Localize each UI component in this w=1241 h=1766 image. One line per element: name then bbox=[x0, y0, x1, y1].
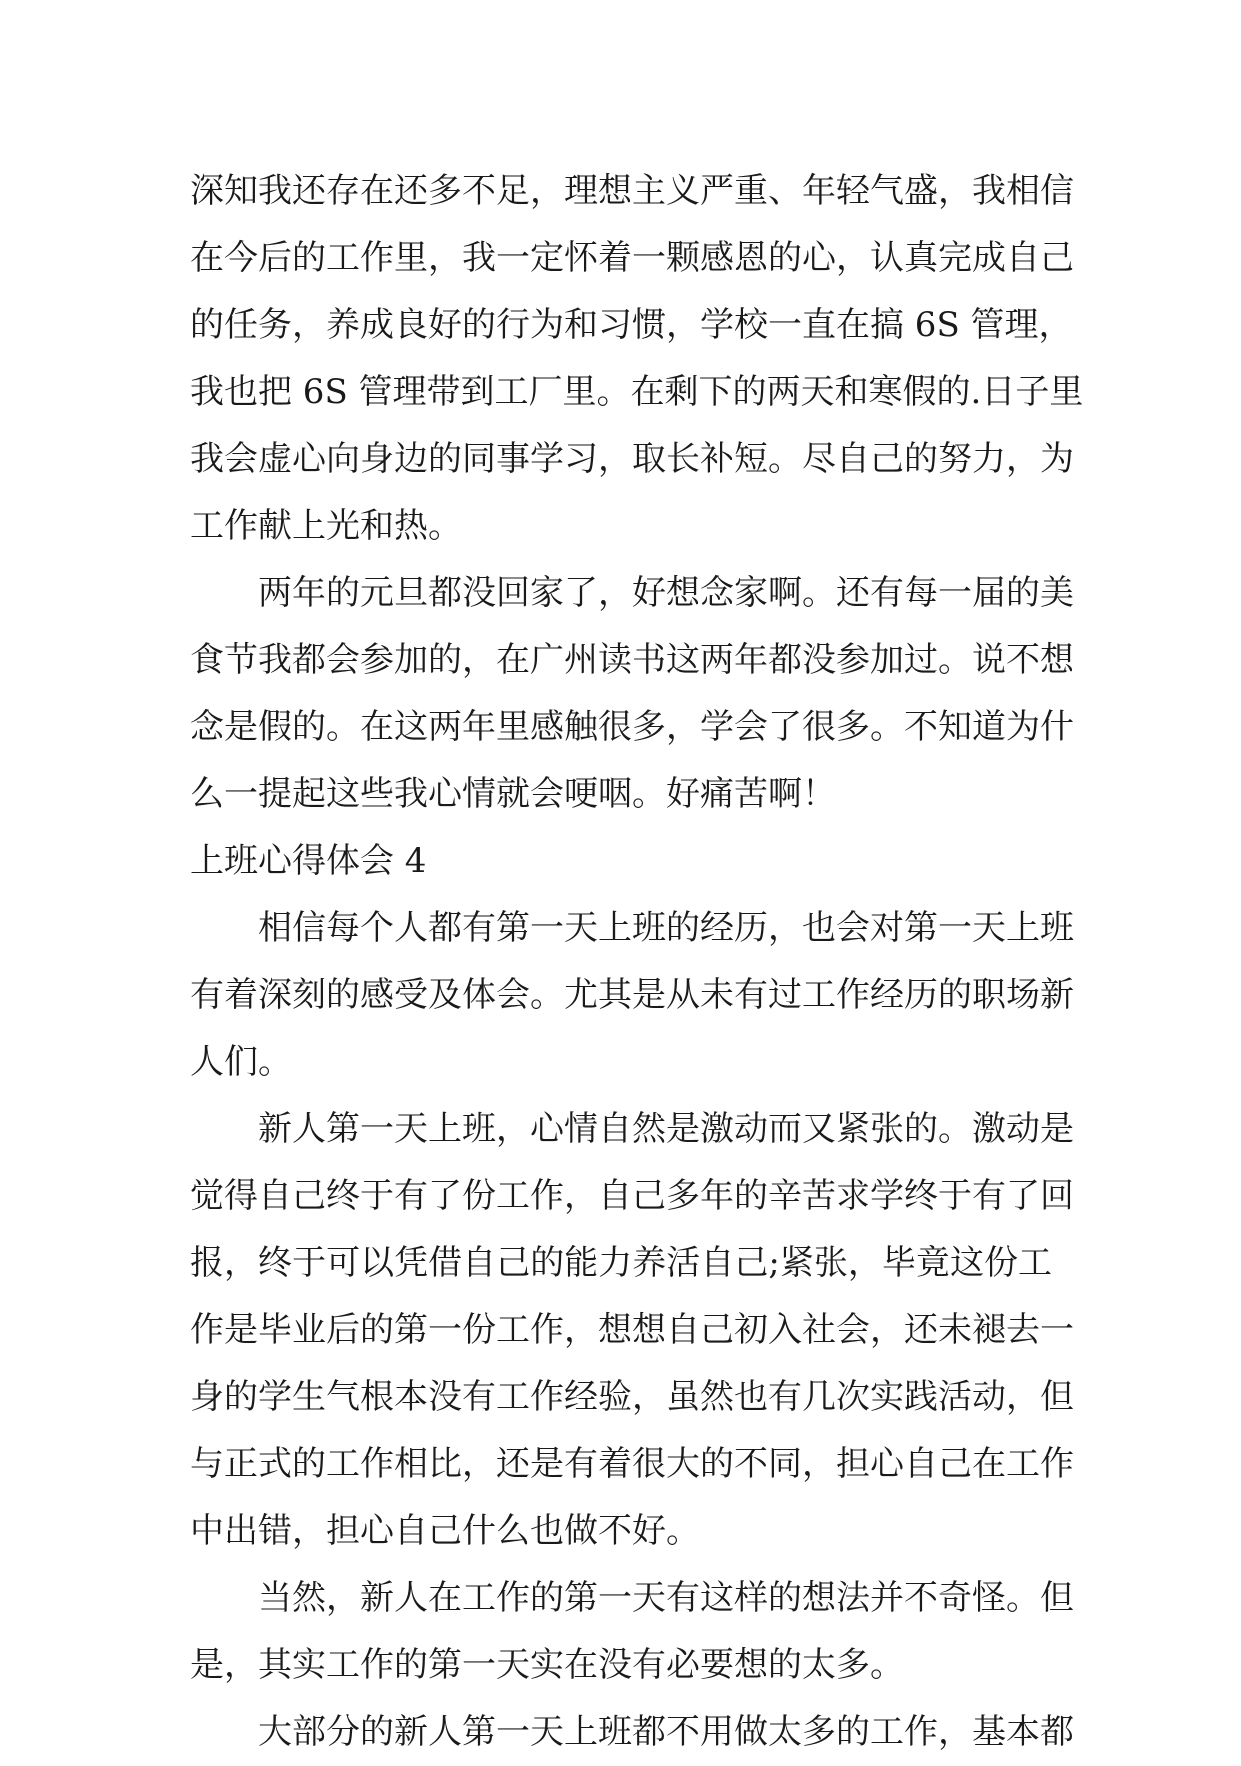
text-line: 相信每个人都有第一天上班的经历，也会对第一天上班 bbox=[258, 908, 1074, 948]
text-line: 觉得自己终于有了份工作，自己多年的辛苦求学终于有了回 bbox=[190, 1176, 1074, 1216]
section-heading: 上班心得体会 4 bbox=[190, 841, 427, 881]
text-line: 食节我都会参加的，在广州读书这两年都没参加过。说不想 bbox=[190, 640, 1074, 680]
text-line: 新人第一天上班，心情自然是激动而又紧张的。激动是 bbox=[258, 1109, 1074, 1149]
text-line: 在今后的工作里，我一定怀着一颗感恩的心，认真完成自己 bbox=[190, 238, 1074, 278]
text-line: 报，终于可以凭借自己的能力养活自己;紧张，毕竟这份工 bbox=[190, 1243, 1052, 1283]
text-line: 工作献上光和热。 bbox=[190, 506, 462, 546]
text-line: 我也把 6S 管理带到工厂里。在剩下的两天和寒假的.日子里 bbox=[190, 372, 1084, 412]
text-line: 大部分的新人第一天上班都不用做太多的工作，基本都 bbox=[258, 1712, 1074, 1752]
text-line: 人们。 bbox=[190, 1042, 292, 1082]
text-line: 与正式的工作相比，还是有着很大的不同，担心自己在工作 bbox=[190, 1444, 1074, 1484]
text-line: 中出错，担心自己什么也做不好。 bbox=[190, 1511, 700, 1551]
text-line: 的任务，养成良好的行为和习惯，学校一直在搞 6S 管理， bbox=[190, 305, 1073, 345]
text-line: 当然，新人在工作的第一天有这样的想法并不奇怪。但 bbox=[258, 1578, 1074, 1618]
text-line: 有着深刻的感受及体会。尤其是从未有过工作经历的职场新 bbox=[190, 975, 1074, 1015]
text-line: 么一提起这些我心情就会哽咽。好痛苦啊！ bbox=[190, 774, 836, 814]
text-line: 是，其实工作的第一天实在没有必要想的太多。 bbox=[190, 1645, 904, 1685]
text-line: 两年的元旦都没回家了，好想念家啊。还有每一届的美 bbox=[258, 573, 1074, 613]
text-line: 身的学生气根本没有工作经验，虽然也有几次实践活动，但 bbox=[190, 1377, 1074, 1417]
text-line: 我会虚心向身边的同事学习，取长补短。尽自己的努力，为 bbox=[190, 439, 1074, 479]
text-line: 作是毕业后的第一份工作，想想自己初入社会，还未褪去一 bbox=[190, 1310, 1074, 1350]
text-line: 念是假的。在这两年里感触很多，学会了很多。不知道为什 bbox=[190, 707, 1074, 747]
body-text bbox=[190, 158, 1084, 1766]
text-line: 深知我还存在还多不足，理想主义严重、年轻气盛，我相信 bbox=[190, 171, 1074, 211]
